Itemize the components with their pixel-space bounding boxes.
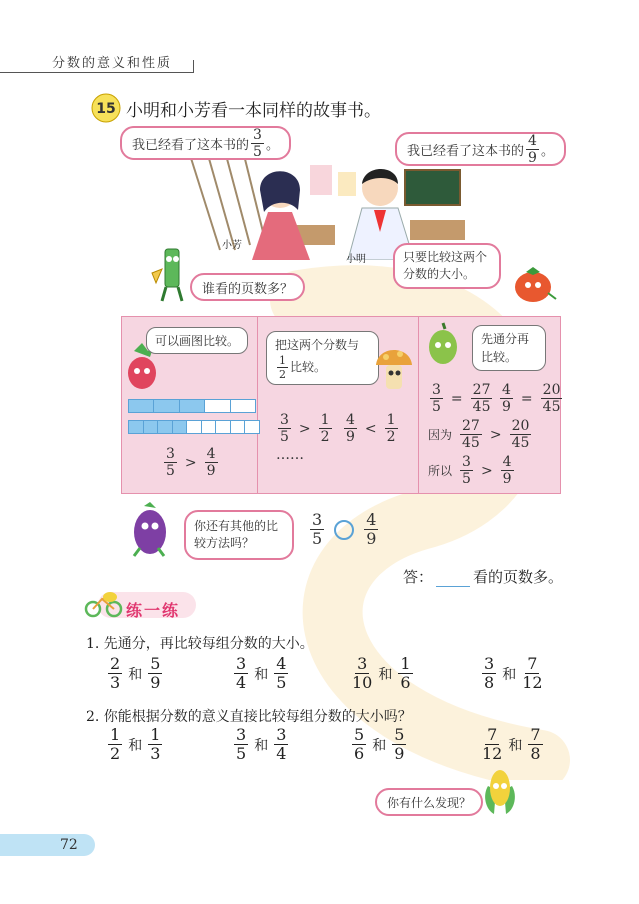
method1-result: $\frac{3}{5}$ > $\frac{4}{9}$ — [166, 446, 216, 479]
page-number: 72 — [0, 834, 95, 856]
fraction: $\frac{4}{9}$ — [528, 132, 537, 166]
method2-bubble: 把这两个分数与 $\frac{1}{2}$ 比较。 — [266, 331, 379, 385]
fraction-bar-three-fifths — [128, 399, 255, 413]
fraction-bar-segment — [230, 420, 246, 434]
method3-eq2: $\frac{4}{9}$ = $\frac{20}{45}$ — [502, 382, 561, 415]
discover-bubble: 你有什么发现？ — [375, 788, 483, 816]
answer-suffix: 看的页数多。 — [473, 568, 564, 586]
fraction-bar-segment — [186, 420, 202, 434]
method2-ellipsis: …… — [276, 447, 304, 463]
fraction-bar-segment — [128, 399, 154, 413]
fraction-bar-segment — [179, 399, 205, 413]
label-xiaoming: 小明 — [346, 254, 366, 265]
question-speech-bubble: 谁看的页数多？ — [190, 273, 305, 301]
corn-character-icon — [480, 766, 520, 818]
comparison-methods-panel — [121, 316, 561, 494]
comparison-blank: $\frac{3}{5}$ $\frac{4}{9}$ — [312, 510, 377, 548]
method1-bubble: 可以画图比较。 — [146, 327, 248, 354]
answer-prefix: 答： — [403, 568, 434, 586]
xiaoming-speech-bubble: 我已经看了这本书的 $\frac{4}{9}$ 。 — [395, 132, 566, 166]
method2-line2: $\frac{4}{9}$ < $\frac{1}{2}$ — [346, 412, 396, 445]
fraction-bar-segment — [128, 420, 144, 434]
comparison-circle[interactable] — [334, 520, 354, 540]
method2-line1: $\frac{3}{5}$ > $\frac{1}{2}$ — [280, 412, 330, 445]
fraction: $\frac{3}{5}$ — [253, 126, 262, 160]
question-number: 15 — [96, 101, 116, 117]
chapter-title: 分数的意义和性质 — [52, 56, 173, 71]
fraction-bar-segment — [172, 420, 188, 434]
fraction-pair: $\frac{7}{12}$ 和 $\frac{7}{8}$ — [482, 725, 541, 763]
fraction-pair: $\frac{2}{3}$ 和 $\frac{5}{9}$ — [110, 654, 161, 692]
fraction-bar-segment — [143, 420, 159, 434]
fraction-bar-segment — [244, 420, 260, 434]
xiaofang-speech-bubble: 我已经看了这本书的 $\frac{3}{5}$ 。 — [120, 126, 291, 160]
fraction-pair: $\frac{5}{6}$ 和 $\frac{5}{9}$ — [354, 725, 405, 763]
green-pepper-character-icon — [425, 321, 461, 367]
exercise-1-text: 1. 先通分，再比较每组分数的大小。 — [86, 636, 314, 652]
fraction-pair: $\frac{3}{5}$ 和 $\frac{3}{4}$ — [236, 725, 287, 763]
header-rule — [0, 72, 193, 73]
method3-because: 因为 $\frac{27}{45}$ > $\frac{20}{45}$ — [428, 418, 530, 451]
fraction-bar-segment — [204, 399, 230, 413]
fraction-pair: $\frac{3}{8}$ 和 $\frac{7}{12}$ — [484, 654, 543, 692]
fraction-pair: $\frac{3}{10}$ 和 $\frac{1}{6}$ — [352, 654, 411, 692]
fraction-bar-four-ninths — [128, 420, 259, 434]
method3-eq1: $\frac{3}{5}$ = $\frac{27}{45}$ — [432, 382, 491, 415]
fraction-bar-segment — [230, 399, 256, 413]
xiaoming-speech-text: 我已经看了这本书的 — [407, 143, 525, 159]
fraction-bar-segment — [153, 399, 179, 413]
other-methods-bubble: 你还有其他的比较方法吗？ — [184, 510, 294, 560]
fraction-bar-segment — [215, 420, 231, 434]
mushroom-character-icon — [374, 345, 414, 395]
practice-title: 练一练 — [126, 601, 181, 620]
fraction-bar-segment — [157, 420, 173, 434]
exercise-2-text: 2. 你能根据分数的意义直接比较每组分数的大小吗？ — [86, 709, 412, 725]
method3-bubble: 先通分再比较。 — [472, 325, 546, 371]
xiaofang-speech-text: 我已经看了这本书的 — [132, 137, 250, 153]
header-rule-tick — [193, 60, 194, 73]
pencil-character-icon — [150, 243, 195, 305]
eggplant-character-icon — [124, 500, 176, 560]
fraction-pair: $\frac{1}{2}$ 和 $\frac{1}{3}$ — [110, 725, 161, 763]
hint-speech-bubble: 只要比较这两个分数的大小。 — [393, 243, 501, 289]
fraction-pair: $\frac{3}{4}$ 和 $\frac{4}{5}$ — [236, 654, 287, 692]
method3-so: 所以 $\frac{3}{5}$ > $\frac{4}{9}$ — [428, 454, 512, 487]
bicycle-icon — [84, 590, 124, 618]
question-text: 小明和小芳看一本同样的故事书。 — [126, 101, 381, 121]
label-xiaofang: 小芳 — [222, 240, 242, 251]
tomato-character-icon — [508, 263, 558, 305]
question-number-badge — [90, 92, 122, 124]
fraction-bar-segment — [201, 420, 217, 434]
answer-blank[interactable] — [436, 570, 470, 587]
answer-line — [403, 566, 563, 587]
